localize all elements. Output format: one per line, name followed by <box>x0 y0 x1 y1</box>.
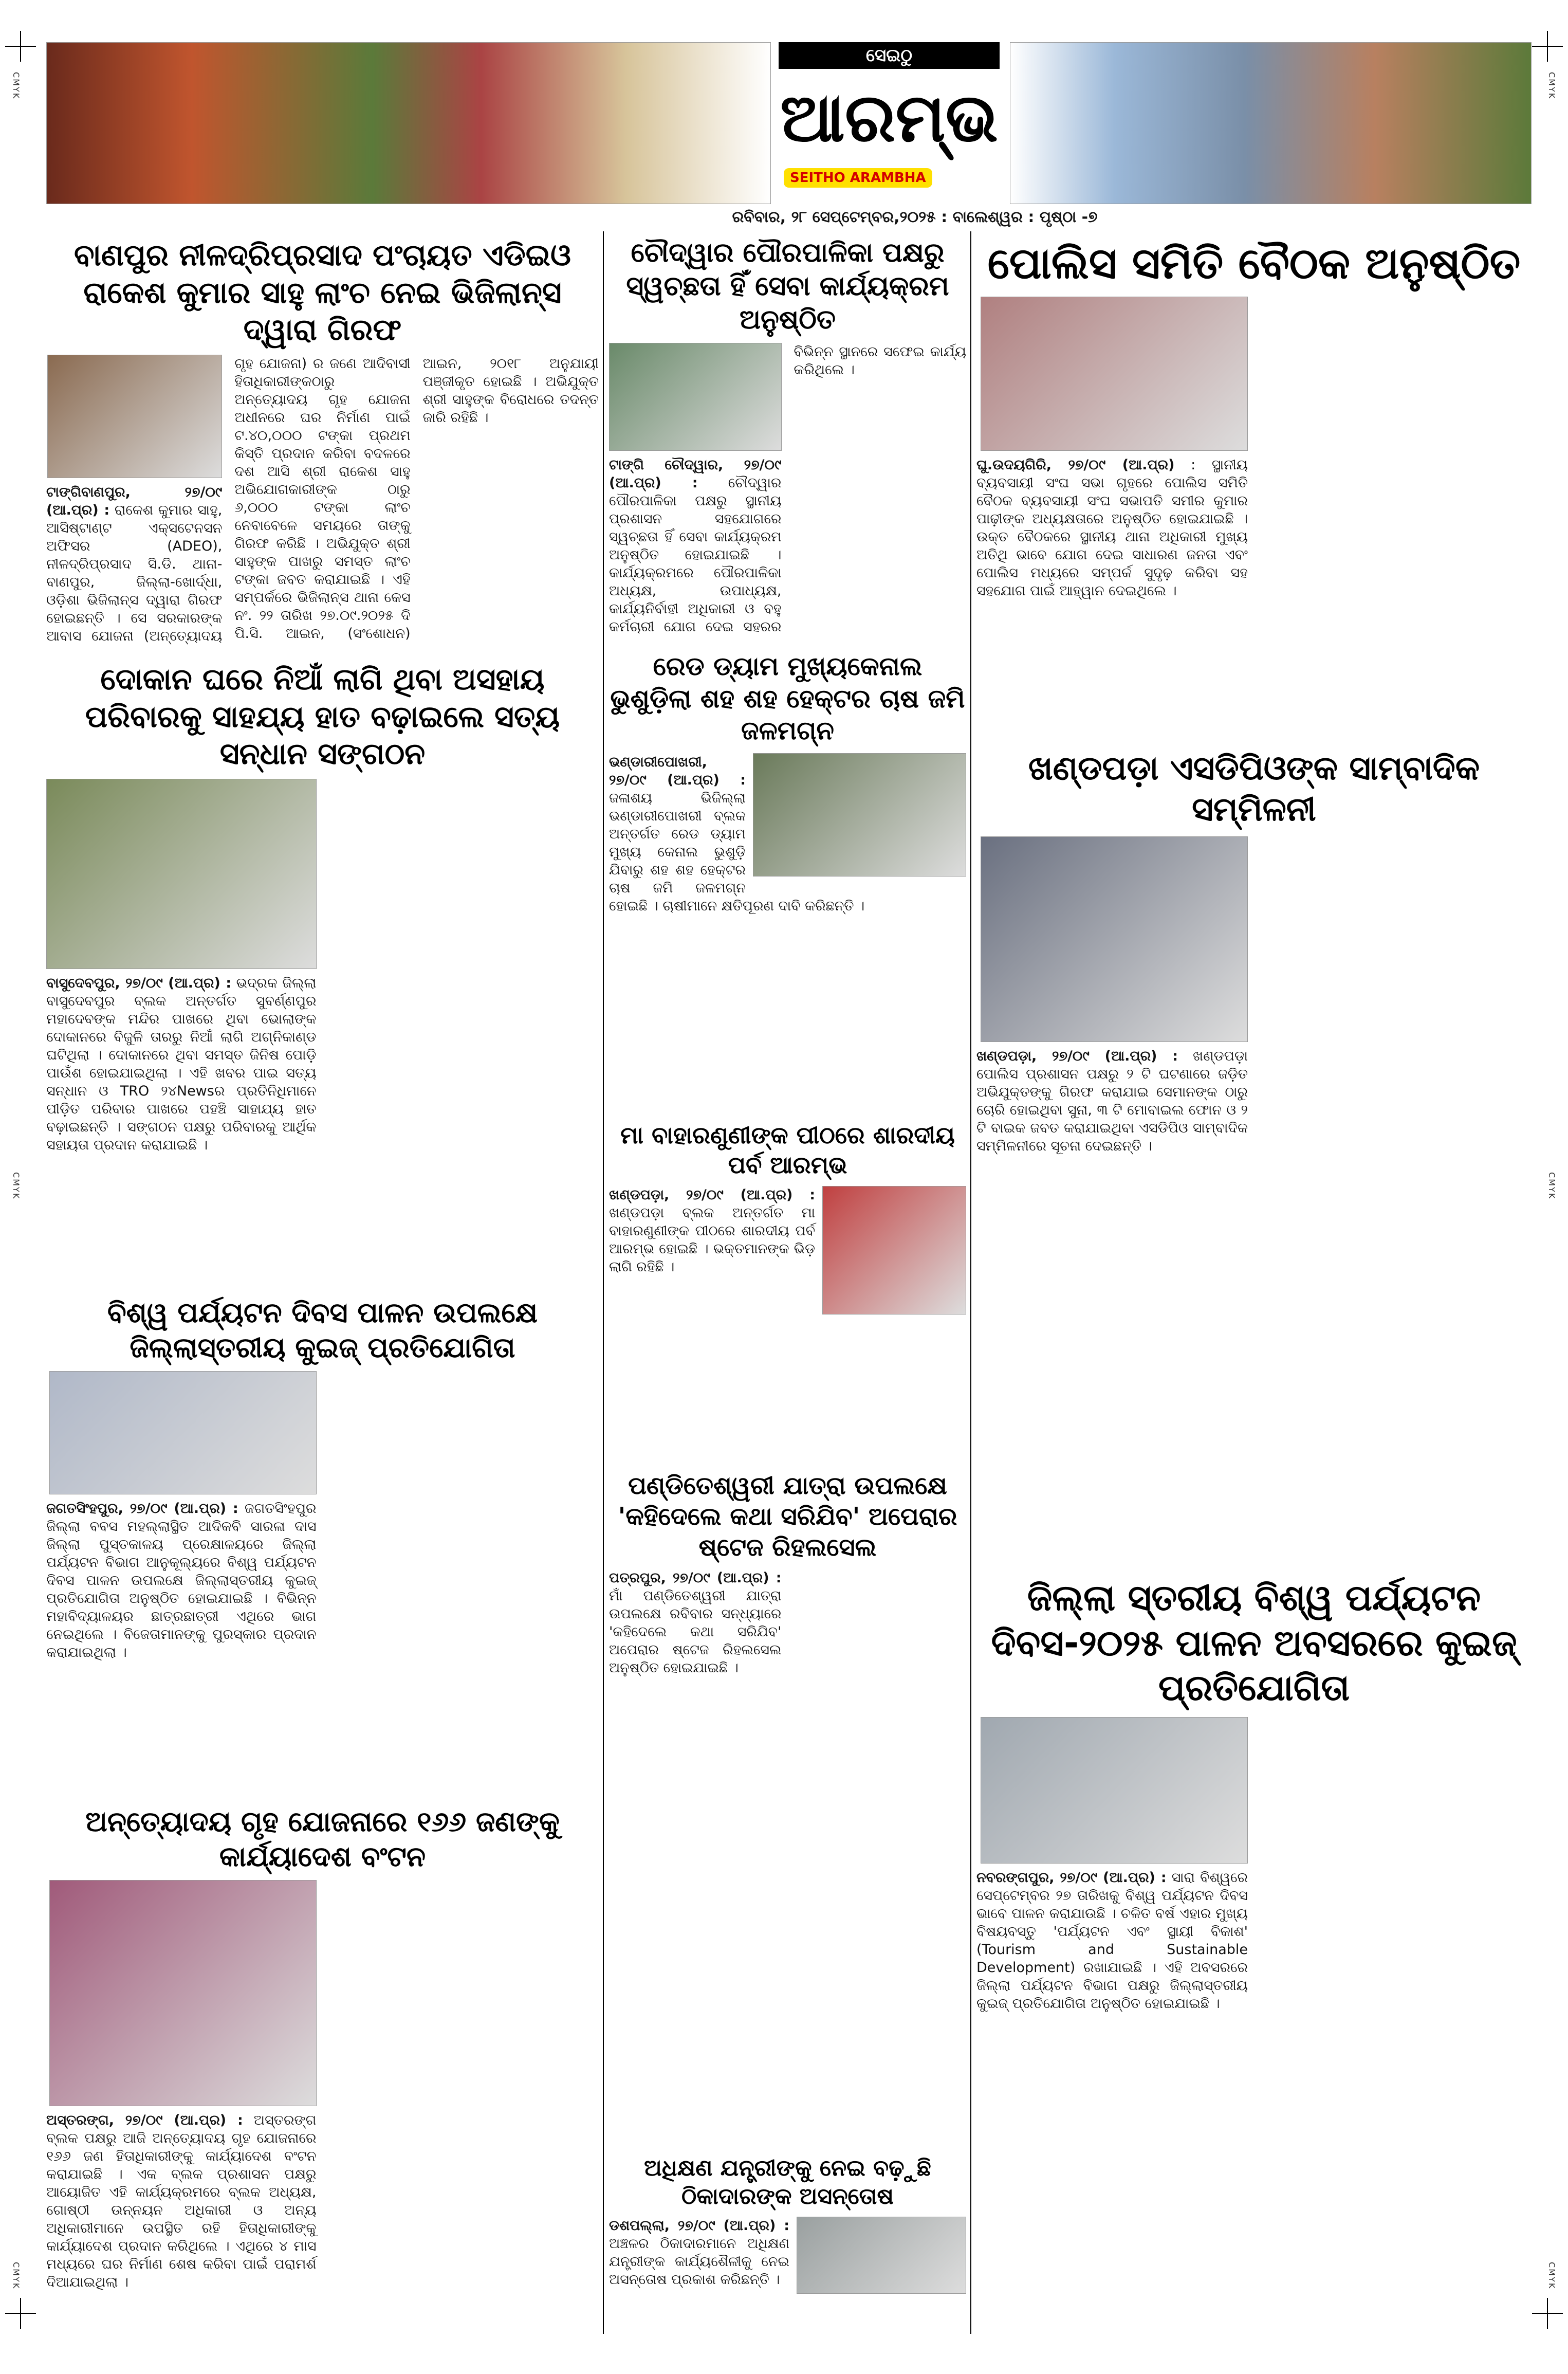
cmyk-mark: CMYK <box>1547 72 1557 100</box>
story-body <box>976 1717 1532 2334</box>
logo-top-text: ସେଇଠୁ <box>779 42 1000 69</box>
story <box>976 1576 1532 2334</box>
story <box>609 650 966 1116</box>
story-photo <box>797 2217 966 2294</box>
cmyk-mark: CMYK <box>1547 1172 1557 1200</box>
story-dateline: ଟାଙ୍ଗିବାଣପୁର, ୨୭/୦୯ (ଆ.ପ୍ର) : <box>46 484 223 518</box>
story-photo <box>753 753 966 876</box>
story-text: ଅସ୍ତରଙ୍ଗ ବ୍ଲକ ପକ୍ଷରୁ ଆଜି ଅନ୍ତ୍ୟୋଦୟ ଗୃହ ଯୋଜନାରେ ୧୬୬ ଜଣ ହିତାଧିକାରୀଙ୍କୁ କାର୍ଯ୍ୟାଦେଶ ବଂଟନ କରାଯାଇଛି । ଏକ ବ୍ଲକ ପ୍ରଶାସନ ପକ୍ଷରୁ ଆୟୋଜିତ ଏହି କାର୍ଯ୍ୟକ୍ରମରେ ବ୍ଲକ ଅଧ୍ୟକ୍ଷ, ଗୋଷ୍ଠୀ ଉନ୍ନୟନ ଅଧିକାରୀ ଓ ଅନ୍ୟ ଅଧିକାରୀମାନେ ଉପସ୍ଥିତ ରହି ହିତାଧିକାରୀଙ୍କୁ କାର୍ଯ୍ୟାଦେଶ ପ୍ରଦାନ କରିଥିଲେ । ଏଥିରେ ୪ ମାସ ମଧ୍ୟରେ ଘର ନିର୍ମାଣ ଶେଷ କରିବା ପାଇଁ ପରାମର୍ଶ ଦିଆଯାଇଥିଲା । <box>46 2112 317 2290</box>
story-photo <box>46 779 317 969</box>
story-headline: ଅନ୍ତ୍ୟୋଦୟ ଗୃହ ଯୋଜନାରେ ୧୬୬ ଜଣଙ୍କୁ କାର୍ଯ୍ୟାଦେଶ ବଂଟନ <box>85 1805 560 1873</box>
story-headline: ଖଣ୍ଡପଡ଼ା ଏସଡିପିଓଙ୍କ ସାମ୍ବାଦିକ ସମ୍ମିଳନୀ <box>1028 750 1480 829</box>
story-body <box>976 297 1532 743</box>
story-dateline: ବାସୁଦେବପୁର, ୨୭/୦୯ (ଆ.ପ୍ର) : <box>46 975 232 991</box>
story-body <box>46 1371 599 1799</box>
story-body <box>46 779 599 1291</box>
story-dateline: ଘୁ.ଉଦୟଗିରି, ୨୭/୦୯ (ଆ.ପ୍ର) <box>976 457 1175 473</box>
story <box>46 1804 599 2331</box>
column-rule <box>603 231 604 2334</box>
cmyk-mark: CMYK <box>11 1172 21 1200</box>
story-dateline: ଭଣ୍ଡାରୀପୋଖରୀ, ୨୭/୦୯ (ଆ.ପ୍ର) : <box>609 754 746 788</box>
masthead-banner-left <box>46 42 771 204</box>
story-photo <box>822 1186 966 1314</box>
story-photo <box>981 297 1248 451</box>
story-body <box>609 1186 966 1465</box>
story-text: ଜଗତସିଂହପୁର ଜିଲ୍ଲା ବବସ ମହଲ୍ଲାସ୍ଥିତ ଆଦିକବି ସାରଳା ଦାସ ଜିଲ୍ଲା ପୁସ୍ତକାଳୟ ପ୍ରେକ୍ଷାଳୟରେ ଜିଲ୍ଲା ପର୍ଯ୍ୟଟନ ବିଭାଗ ଆନୁକୂଲ୍ୟରେ ବିଶ୍ୱ ପର୍ଯ୍ୟଟନ ଦିବସ ପାଳନ ଉପଲକ୍ଷେ ଜିଲ୍ଲାସ୍ତରୀୟ କୁଇଜ୍ ପ୍ରତିଯୋଗିତା ଅନୁଷ୍ଠିତ ହୋଇଯାଇଛି । ବିଭିନ୍ନ ମହାବିଦ୍ୟାଳୟର ଛାତ୍ରଛାତ୍ରୀ ଏଥିରେ ଭାଗ ନେଇଥିଲେ । ବିଜେତାମାନଙ୍କୁ ପୁରସ୍କାର ପ୍ରଦାନ କରାଯାଇଥିଲା । <box>46 1501 317 1660</box>
story <box>46 236 599 653</box>
story-dateline: ଟାଙ୍ଗି ଚୌଦ୍ୱାର, ୨୭/୦୯ (ଆ.ପ୍ର) : <box>609 457 782 491</box>
story-text: ଖଣ୍ଡପଡ଼ା ପୋଲିସ ପ୍ରଶାସନ ପକ୍ଷରୁ ୨ ଟି ଘଟଣାରେ ଜଡ଼ିତ ଅଭିଯୁକ୍ତଙ୍କୁ ଗିରଫ କରାଯାଇ ସେମାନଙ୍କ ଠାରୁ ଚୋରି ହୋଇଥିବା ସୁନା, ୩ ଟି ମୋବାଇଲ ଫୋନ ଓ ୨ ଟି ବାଇକ ଜବତ କରାଯାଇଥିବା ଏସଡିପିଓ ସାମ୍ବାଦିକ ସମ୍ମିଳନୀରେ ସୂଚନା ଦେଇଛନ୍ତି । <box>976 1048 1248 1154</box>
story <box>609 1470 966 2149</box>
story <box>46 661 599 1290</box>
story-body <box>609 343 966 645</box>
story-text: ସାରା ବିଶ୍ୱରେ ସେପ୍ଟେମ୍ବର ୨୭ ତାରିଖକୁ ବିଶ୍ୱ ପର୍ଯ୍ୟଟନ ଦିବସ ଭାବେ ପାଳନ କରାଯାଉଛି । ଚଳିତ ବର୍ଷ ଏହାର ମୁଖ୍ୟ ବିଷୟବସ୍ତୁ 'ପର୍ଯ୍ୟଟନ ଏବଂ ସ୍ଥାୟୀ ବିକାଶ' (Tourism and Sustainable Development) ରଖାଯାଇଛି । ଏହି ଅବସରରେ ଜିଲ୍ଲା ପର୍ଯ୍ୟଟନ ବିଭାଗ ପକ୍ଷରୁ ଜିଲ୍ଲାସ୍ତରୀୟ କୁଇଜ୍ ପ୍ରତିଯୋଗିତା ଅନୁଷ୍ଠିତ ହୋଇଯାଇଛି । <box>976 1869 1248 2012</box>
story-photo <box>609 343 782 451</box>
story-text: ଚୌଦ୍ୱାର ପୌରପାଳିକା ପକ୍ଷରୁ ସ୍ଥାନୀୟ ପ୍ରଶାସନ ସହଯୋଗରେ ସ୍ୱଚ୍ଛତା ହିଁ ସେବା କାର୍ଯ୍ୟକ୍ରମ ଅନୁଷ୍ଠିତ ହୋଇଯାଇଛି । କାର୍ଯ୍ୟକ୍ରମରେ ପୌରପାଳିକା ଅଧ୍ୟକ୍ଷ, ଉପାଧ୍ୟକ୍ଷ, କାର୍ଯ୍ୟନିର୍ବାହୀ ଅଧିକାରୀ ଓ ବହୁ କର୍ମଚାରୀ ଯୋଗ ଦେଇ ସହରର ବିଭିନ୍ନ ସ୍ଥାନରେ ସଫେଇ କାର୍ଯ୍ୟ କରିଥିଲେ । <box>609 344 966 635</box>
story <box>609 2154 966 2334</box>
story-headline: ପଣ୍ଡିତେଶ୍ୱରୀ ଯାତ୍ରା ଉପଲକ୍ଷେ 'କହିଦେଲେ କଥା ସରିଯିବ' ଅପେରାର ଷ୍ଟେଜ ରିହଲସେଲ <box>618 1471 957 1562</box>
masthead-banner-right <box>1010 42 1532 204</box>
story-body <box>46 355 599 653</box>
story-text: ରାକେଶ କୁମାର ସାହୁ, ଆସିଷ୍ଟାଣ୍ଟ ଏକ୍ସଟେନସନ ଅଫିସର (ADEO), ନୀଳଦ୍ରିପ୍ରସାଦ ସି.ଡି. ଥାନା-ବାଣପୁର, ଜିଲ୍ଲା-ଖୋର୍ଦ୍ଧା, ଓଡ଼ିଶା ଭିଜିଲାନ୍ସ ଦ୍ୱାରା ଗିରଫ ହୋଇଛନ୍ତି । ସେ ସରକାରଙ୍କ ଆବାସ ଯୋଜନା (ଅନ୍ତ୍ୟୋଦୟ ଗୃହ ଯୋଜନା) ର ଜଣେ ଆଦିବାସୀ ହିତାଧିକାରୀଙ୍କଠାରୁ ଅନ୍ତ୍ୟୋଦୟ ଗୃହ ଯୋଜନା ଅଧୀନରେ ଘର ନିର୍ମାଣ ପାଇଁ ଟ.୪୦,୦୦୦ ଟଙ୍କା ପ୍ରଥମ କିସ୍ତି ପ୍ରଦାନ କରିବା ବଦଳରେ ଦଶ ଆସି ଶ୍ରୀ ରାକେଶ ସାହୁ ଅଭିଯୋଗକାରୀଙ୍କ ଠାରୁ ୬,୦୦୦ ଟଙ୍କା ଲାଂଚ ନେବାବେଳେ ସମୟରେ ତାଙ୍କୁ ଗିରଫ କରିଛି । ଅଭିଯୁକ୍ତ ଶ୍ରୀ ସାହୁଙ୍କ ପାଖରୁ ସମସ୍ତ ଲାଂଚ ଟଙ୍କା ଜବତ କରାଯାଇଛି । ଏହି ସମ୍ପର୍କରେ ଭିଜିଲାନ୍ସ ଥାନା କେସ ନଂ. ୨୨ ତାରିଖ ୨୭.୦୯.୨୦୨୫ ଦି ପି.ସି. ଆଇନ, (ସଂଶୋଧନ) ଆଇନ, ୨୦୧୮ ଅନୁଯାୟୀ ପଞ୍ଜୀକୃତ ହୋଇଛି । ଅଭିଯୁକ୍ତ ଶ୍ରୀ ସାହୁଙ୍କ ବିରୋଧରେ ତଦନ୍ତ ଜାରି ରହିଛି । <box>46 355 599 644</box>
story-dateline: ପତ୍ରପୁର, ୨୭/୦୯ (ଆ.ପ୍ର) : <box>609 1570 782 1586</box>
cmyk-mark: CMYK <box>11 2262 21 2290</box>
story-headline: ବିଶ୍ୱ ପର୍ଯ୍ୟଟନ ଦିବସ ପାଳନ ଉପଲକ୍ଷେ ଜିଲ୍ଲାସ୍ତରୀୟ କୁଇଜ୍ ପ୍ରତିଯୋଗିତା <box>107 1296 538 1364</box>
story-headline: ଦୋକାନ ଘରେ ନିଆଁ ଲାଗି ଥିବା ଅସହାୟ ପରିବାରକୁ ସାହଯ୍ୟ ହାତ ବଢ଼ାଇଲେ ସତ୍ୟ ସନ୍ଧାନ ସଙ୍ଗଠନ <box>85 662 560 771</box>
cmyk-mark: CMYK <box>1547 2262 1557 2290</box>
story-body <box>46 1880 599 2331</box>
story <box>609 1121 966 1465</box>
story <box>976 748 1532 1571</box>
story-dateline: ଜଗତସିଂହପୁର, ୨୭/୦୯ (ଆ.ପ୍ର) : <box>46 1501 238 1517</box>
story-photo <box>981 836 1248 1042</box>
story-photo <box>981 1717 1248 1864</box>
story-headline: ଅଧିକ୍ଷଣ ଯନ୍ତ୍ରୀଙ୍କୁ ନେଇ ବଢ଼ୁଛି ଠିକାଦାରଙ୍କ ଅସନ୍ତୋଷ <box>644 2155 931 2209</box>
story-headline: ଜିଲ୍ଲା ସ୍ତରୀୟ ବିଶ୍ୱ ପର୍ଯ୍ୟଟନ ଦିବସ-୨୦୨୫ ପାଳନ ଅବସରରେ କୁଇଜ୍ ପ୍ରତିଯୋଗିତା <box>991 1577 1517 1709</box>
story-body <box>609 2217 966 2334</box>
story-dateline: ଖଣ୍ଡପଡ଼ା, ୨୭/୦୯ (ଆ.ପ୍ର) : <box>976 1048 1178 1064</box>
story-text: ଖଣ୍ଡପଡ଼ା ବ୍ଲକ ଅନ୍ତର୍ଗତ ମା ବାହାରଣୁଣୀଙ୍କ ପୀଠରେ ଶାରଦୀୟ ପର୍ବ ଆରମ୍ଭ ହୋଇଛି । ଭକ୍ତମାନଙ୍କ ଭିଡ଼ ଲାଗି ରହିଛି । <box>609 1205 815 1275</box>
story-headline: ଚୌଦ୍ୱାର ପୌରପାଳିକା ପକ୍ଷରୁ ସ୍ୱଚ୍ଛତା ହିଁ ସେବା କାର୍ଯ୍ୟକ୍ରମ ଅନୁଷ୍ଠିତ <box>626 238 949 335</box>
story-dateline: ଡଶପଲ୍ଲା, ୨୭/୦୯ (ଆ.ପ୍ର) : <box>609 2218 789 2234</box>
story <box>609 236 966 645</box>
story-body <box>976 836 1532 1571</box>
story-photo <box>49 1371 317 1494</box>
crop-mark <box>5 2298 36 2329</box>
crop-mark <box>5 31 36 62</box>
story-body <box>609 753 966 1116</box>
story-text: ମାଁ ପଣ୍ଡିତେଶ୍ୱରୀ ଯାତ୍ରା ଉପଲକ୍ଷେ ରବିବାର ସନ୍ଧ୍ୟାରେ 'କହିଦେଲେ କଥା ସରିଯିବ' ଅପେରାର ଷ୍ଟେଜ ରିହଲସେଲ ଅନୁଷ୍ଠିତ ହୋଇଯାଇଛି । <box>609 1588 782 1676</box>
story-text: : ସ୍ଥାନୀୟ ବ୍ୟବସାୟୀ ସଂଘ ସଭା ଗୃହରେ ପୋଲିସ ସମିତି ବୈଠକ ବ୍ୟବସାୟୀ ସଂଘ ସଭାପତି ସମୀର କୁମାର ପାଢ଼ୀଙ୍କ ଅଧ୍ୟକ୍ଷତାରେ ଅନୁଷ୍ଠିତ ହୋଇଯାଇଛି । ଉକ୍ତ ବୈଠକରେ ସ୍ଥାନୀୟ ଥାନା ଅଧିକାରୀ ମୁଖ୍ୟ ଅତିଥି ଭାବେ ଯୋଗ ଦେଇ ସାଧାରଣ ଜନତା ଏବଂ ପୋଲିସ ମଧ୍ୟରେ ସମ୍ପର୍କ ସୁଦୃଢ଼ କରିବା ସହ ସହଯୋଗ ପାଇଁ ଆହ୍ୱାନ ଦେଇଥିଲେ । <box>976 457 1248 599</box>
story-headline: ରେଡ ଡ୍ୟାମ ମୁଖ୍ୟକେନାଲ ଭୁଶୁଡ଼ିଲା ଶହ ଶହ ହେକ୍ଟର ଚାଷ ଜମି ଜଳମଗ୍ନ <box>610 651 965 745</box>
story-text: ଜଳାଶୟ ଭିଜିଲ୍ଲା ଭଣ୍ଡାରୀପୋଖରୀ ବ୍ଲକ ଅନ୍ତର୍ଗତ ରେଡ ଡ୍ୟାମ ମୁଖ୍ୟ କେନାଲ ଭୁଶୁଡ଼ି ଯିବାରୁ ଶହ ଶହ ହେକ୍ଟର ଚାଷ ଜମି ଜଳମଗ୍ନ ହୋଇଛି । ଚାଷୀମାନେ କ୍ଷତିପୂରଣ ଦାବି କରିଛନ୍ତି । <box>609 790 865 914</box>
story-dateline: ଖଣ୍ଡପଡ଼ା, ୨୭/୦୯ (ଆ.ପ୍ର) : <box>609 1187 815 1203</box>
story-dateline: ଅସ୍ତରଙ୍ଗ, ୨୭/୦୯ (ଆ.ପ୍ର) : <box>46 2112 243 2128</box>
story <box>46 1295 599 1799</box>
story <box>976 236 1532 743</box>
story-dateline: ନବରଙ୍ଗପୁର, ୨୭/୦୯ (ଆ.ପ୍ର) : <box>976 1869 1167 1886</box>
newspaper-logo <box>779 42 1000 196</box>
crop-mark <box>1532 2298 1563 2329</box>
story-text: ଅଞ୍ଚଳର ଠିକାଦାରମାନେ ଅଧିକ୍ଷଣ ଯନ୍ତ୍ରୀଙ୍କ କାର୍ଯ୍ୟଶୈଳୀକୁ ନେଇ ଅସନ୍ତୋଷ ପ୍ରକାଶ କରିଛନ୍ତି । <box>609 2236 789 2288</box>
logo-tagline: SEITHO ARAMBHA <box>784 168 932 188</box>
story-photo <box>47 355 222 478</box>
story-photo <box>49 1880 317 2106</box>
issue-dateline: ରବିବାର, ୨୮ ସେପ୍ଟେମ୍ବର,୨୦୨୫ : ବାଲେଶ୍ୱର : ପୃଷ୍ଠା -୭ <box>732 208 1098 226</box>
column-rule <box>970 231 971 2334</box>
logo-main-text: ଆରମ୍ଭ <box>780 79 998 157</box>
story-text: ଭଦ୍ରକ ଜିଲ୍ଲା ବାସୁଦେବପୁର ବ୍ଲକ ଅନ୍ତର୍ଗତ ସୁବର୍ଣ୍ଣପୁର ମହାଦେବଙ୍କ ମନ୍ଦିର ପାଖରେ ଥିବା ଭୋଲାଙ୍କ ଦୋକାନରେ ବିଜୁଳି ତାରରୁ ନିଆଁ ଲାଗି ଅଗ୍ନିକାଣ୍ଡ ଘଟିଥିଲା । ଦୋକାନରେ ଥିବା ସମସ୍ତ ଜିନିଷ ପୋଡ଼ି ପାଉଁଶ ହୋଇଯାଇଥିଲା । ଏହି ଖବର ପାଇ ସତ୍ୟ ସନ୍ଧାନ ଓ TRO ୨୪Newsର ପ୍ରତିନିଧିମାନେ ପୀଡ଼ିତ ପରିବାର ପାଖରେ ପହଞ୍ଚି ସାହାଯ୍ୟ ହାତ ବଢ଼ାଇଛନ୍ତି । ସଙ୍ଗଠନ ପକ୍ଷରୁ ପରିବାରକୁ ଆର୍ଥିକ ସହାୟତା ପ୍ରଦାନ କରାଯାଇଛି । <box>46 975 317 1153</box>
crop-mark <box>1532 31 1563 62</box>
story-headline: ବାଣପୁର ନୀଳଦ୍ରିପ୍ରସାଦ ପଂଚାୟତ ଏଡିଇଓ ରାକେଶ କୁମାର ସାହୁ ଲାଂଚ ନେଇ ଭିଜିଲାନ୍ସ ଦ୍ୱାରା ଗିରଫ <box>74 238 571 347</box>
story-headline: ପୋଲିସ ସମିତି ବୈଠକ ଅନୁଷ୍ଠିତ <box>987 238 1521 288</box>
story-headline: ମା ବାହାରଣୁଣୀଙ୍କ ପୀଠରେ ଶାରଦୀୟ ପର୍ବ ଆରମ୍ଭ <box>620 1121 955 1179</box>
story-body <box>609 1569 966 2149</box>
cmyk-mark: CMYK <box>11 72 21 100</box>
